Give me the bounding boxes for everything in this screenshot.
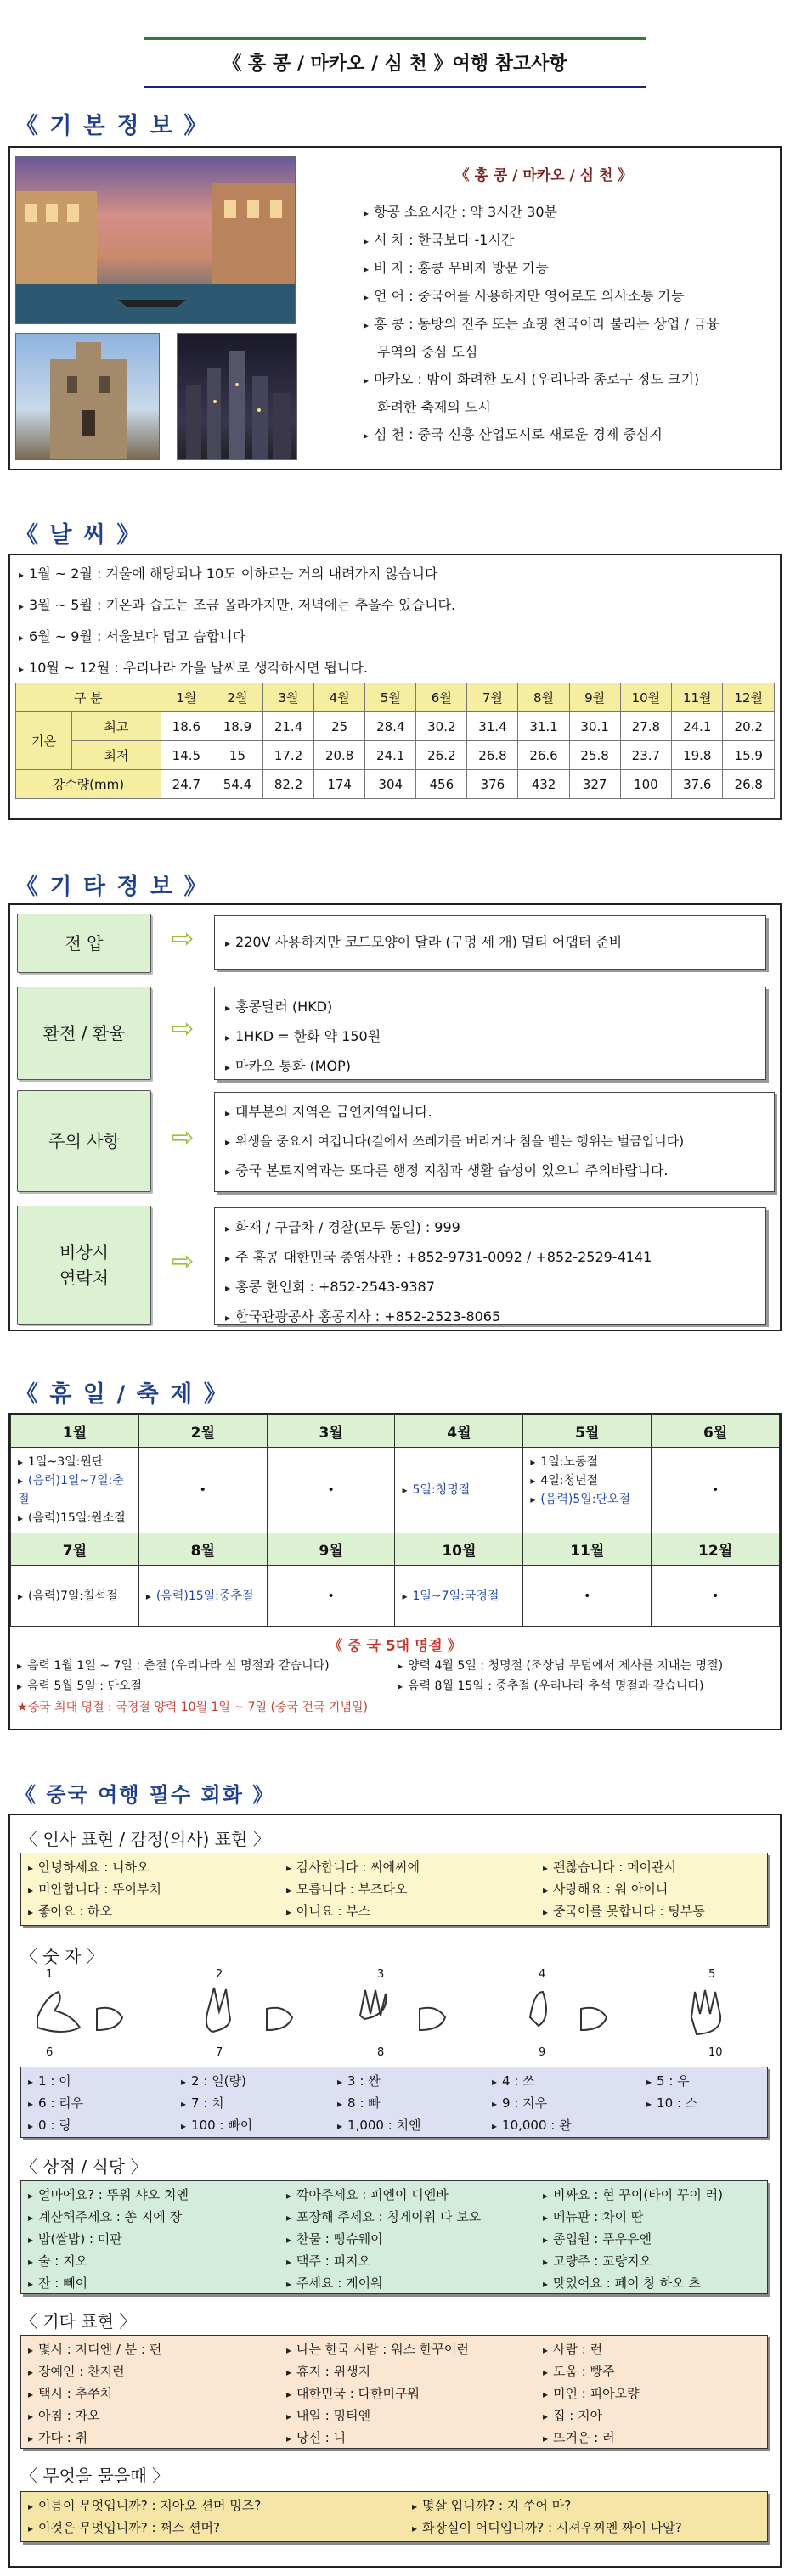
misc-caution-line: ▸ 대부분의 지역은 금연지역입니다. <box>225 1098 764 1128</box>
basic-info-box <box>8 146 782 470</box>
night-city-photo <box>177 333 297 460</box>
rain-value: 37.6 <box>672 770 723 799</box>
low-label: 최저 <box>72 741 161 770</box>
phrase: ▸ 휴지 : 위생지 <box>286 2361 469 2383</box>
phrases-box <box>8 1814 782 2568</box>
misc-exchange-box <box>214 987 766 1080</box>
rain-value: 54.4 <box>212 770 262 799</box>
phrase: ▸ 미인 : 피아오량 <box>543 2383 640 2405</box>
phrase: ▸ 6 : 리우 <box>28 2093 83 2115</box>
phrase: ▸ 사람 : 런 <box>543 2339 640 2361</box>
month-header: 3월 <box>263 683 314 712</box>
low-value: 26.6 <box>518 741 569 770</box>
holiday-item: ▸ (음력)5일:단오절 <box>530 1490 644 1509</box>
weather-low-row <box>16 741 775 770</box>
holiday-cell-sep: • <box>267 1566 395 1627</box>
misc-label-caution: 주의 사항 <box>17 1090 151 1192</box>
num-col <box>28 2071 83 2137</box>
rain-label: 강수량(mm) <box>16 770 161 799</box>
phrase: ▸ 괜찮습니다 : 메이관시 <box>543 1857 705 1879</box>
month-header: 7월 <box>467 683 518 712</box>
rain-value: 304 <box>365 770 416 799</box>
misc-emergency-line: ▸ 한국관광공사 홍콩지사 : +852-2523-8065 <box>225 1302 755 1332</box>
rain-value: 456 <box>416 770 467 799</box>
info-hongkong: ▸ 홍 콩 : 동방의 진주 또는 쇼핑 천국이라 불리는 상업 / 금융 <box>364 311 771 339</box>
high-value: 31.4 <box>467 712 518 741</box>
phrase: ▸ 4 : 쓰 <box>492 2071 572 2093</box>
phrase: ▸ 8 : 빠 <box>337 2093 421 2115</box>
section-holiday-heading: 《 휴 일 / 축 제 》 <box>15 1381 229 1408</box>
holiday-table <box>10 1415 780 1627</box>
phrase: ▸ 밥(쌀밥) : 미판 <box>28 2229 189 2251</box>
holiday-cell-aug <box>138 1566 267 1627</box>
holiday-item: ▸ (음력)15일:원소절 <box>18 1509 132 1527</box>
high-value: 30.1 <box>569 712 620 741</box>
phrase: ▸ 당신 : 니 <box>286 2427 469 2449</box>
hand-number: 10 <box>708 2046 723 2059</box>
holiday-cell-jan <box>11 1448 139 1533</box>
high-value: 28.4 <box>365 712 416 741</box>
shop-box <box>20 2180 768 2294</box>
misc-label-emergency: 비상시 연락처 <box>17 1206 151 1325</box>
hand-number: 3 <box>377 1968 385 1981</box>
rain-value: 376 <box>467 770 518 799</box>
arrow-icon: ⇨ <box>171 922 195 954</box>
holiday-item: ▸ (음력)7일:칠석절 <box>18 1587 132 1606</box>
phrase: ▸ 내일 : 밍티엔 <box>286 2405 469 2427</box>
basic-heading: 《 홍 콩 / 마카오 / 심 천 》 <box>454 167 633 184</box>
hand-number: 8 <box>377 2046 385 2059</box>
info-language: ▸ 언 어 : 중국어를 사용하지만 영어로도 의사소통 가능 <box>364 283 771 311</box>
phrase: ▸ 10,000 : 완 <box>492 2115 572 2137</box>
greet-box <box>20 1853 768 1926</box>
misc-emergency-box <box>214 1207 766 1325</box>
weather-jan-feb: ▸ 1월 ~ 2월 : 겨울에 해당되나 10도 이하로는 거의 내려가지 않습니다 <box>19 559 766 590</box>
misc-box <box>8 903 782 1331</box>
shop-col <box>286 2185 481 2295</box>
phrase: ▸ 2 : 얼(량) <box>181 2071 252 2093</box>
holiday-month-row <box>11 1533 780 1566</box>
etc-col <box>28 2339 161 2449</box>
holiday-note: ▸ 음력 8월 15일 : 중추절 (우리나라 추석 명절과 같습니다) <box>398 1676 778 1696</box>
phrase: ▸ 장예인 : 찬지런 <box>28 2361 161 2383</box>
holiday-month: 4월 <box>395 1415 523 1448</box>
phrase: ▸ 나는 한국 사람 : 워스 한꾸어런 <box>286 2339 469 2361</box>
month-header: 11월 <box>672 683 723 712</box>
title-top-rule <box>144 37 646 40</box>
weather-rain-row <box>16 770 775 799</box>
holiday-month: 8월 <box>138 1533 267 1566</box>
low-value: 26.2 <box>416 741 467 770</box>
hand-number: 4 <box>539 1968 546 1981</box>
info-shenzhen: ▸ 심 천 : 중국 신흥 산업도시로 새로운 경제 중심지 <box>364 421 771 449</box>
high-value: 27.8 <box>620 712 671 741</box>
num-col <box>646 2071 697 2115</box>
high-value: 30.2 <box>416 712 467 741</box>
month-header: 6월 <box>416 683 467 712</box>
phrase: ▸ 아침 : 자오 <box>28 2405 161 2427</box>
info-hongkong-cont: 무역의 중심 도심 <box>377 344 478 360</box>
phrase: ▸ 술 : 지오 <box>28 2251 189 2273</box>
phrase: ▸ 중국어를 못합니다 : 팅부동 <box>543 1901 705 1923</box>
holiday-cell-jul <box>11 1566 139 1627</box>
hand-number: 1 <box>46 1968 54 1981</box>
phrase: ▸ 감사합니다 : 씨에씨에 <box>286 1857 420 1879</box>
greet-col <box>28 1857 161 1923</box>
phrase: ▸ 종업원 : 푸우유엔 <box>543 2229 723 2251</box>
ask-col <box>28 2495 261 2539</box>
info-macau-cont: 화려한 축제의 도시 <box>377 399 491 415</box>
holiday-note: ▸ 양력 4월 5일 : 청명절 (조상님 무덤에서 제사를 지내는 명절) <box>398 1656 778 1676</box>
phrase: ▸ 화장실이 어디입니까? : 시셔우찌엔 짜이 나알? <box>412 2517 682 2539</box>
info-flight: ▸ 항공 소요시간 : 약 3시간 30분 <box>364 199 771 227</box>
misc-exchange-line: ▸ 마카오 통화 (MOP) <box>225 1052 755 1082</box>
month-header: 12월 <box>723 683 775 712</box>
misc-voltage-line: ▸ 220V 사용하지만 코드모양이 달라 (구멍 세 개) 멀티 어댑터 준비 <box>225 928 755 958</box>
ask-box <box>20 2491 768 2542</box>
etc-col <box>543 2339 640 2449</box>
holiday-note-title: 《 중 국 5대 명절 》 <box>328 1638 462 1655</box>
basic-info-list <box>364 199 771 449</box>
num-col <box>181 2071 252 2137</box>
phrase: ▸ 1,000 : 치엔 <box>337 2115 421 2137</box>
holiday-cell-feb: • <box>138 1448 267 1533</box>
phrase: ▸ 찬물 : 삥슈웨이 <box>286 2229 481 2251</box>
phrase: ▸ 미안합니다 : 뚜이부치 <box>28 1879 161 1901</box>
phrase: ▸ 깍아주세요 : 피엔이 디엔바 <box>286 2185 481 2207</box>
high-value: 31.1 <box>518 712 569 741</box>
section-misc-heading: 《 기 타 정 보 》 <box>15 874 209 900</box>
low-value: 24.1 <box>365 741 416 770</box>
holiday-item: ▸ 1일:노동절 <box>530 1453 644 1471</box>
rain-value: 174 <box>314 770 365 799</box>
shop-col <box>28 2185 189 2295</box>
night-city-illustration <box>178 334 297 460</box>
phrase: ▸ 7 : 치 <box>181 2093 252 2115</box>
phrase: ▸ 잔 : 뻬이 <box>28 2273 189 2295</box>
holiday-item: ▸ 4일:청년절 <box>530 1471 644 1490</box>
phrase: ▸ 뜨거운 : 러 <box>543 2427 640 2449</box>
weather-table <box>15 683 775 799</box>
ruins-illustration <box>16 334 160 460</box>
holiday-content-row <box>11 1448 780 1533</box>
holiday-cell-may <box>523 1448 652 1533</box>
phrase: ▸ 5 : 우 <box>646 2071 697 2093</box>
misc-caution-line: ▸ 중국 본토지역과는 또다른 행정 지침과 생활 습성이 있으니 주의바랍니다. <box>225 1156 764 1186</box>
holiday-cell-dec: • <box>652 1566 780 1627</box>
phrase: ▸ 메뉴판 : 차이 딴 <box>543 2207 723 2229</box>
low-value: 19.8 <box>672 741 723 770</box>
hand-number: 9 <box>539 2046 546 2059</box>
greet-title: 〈 인사 표현 / 감정(의사) 표현 〉 <box>20 1829 270 1849</box>
phrase: ▸ 모릅니다 : 부즈다오 <box>286 1879 420 1901</box>
holiday-month: 3월 <box>267 1415 395 1448</box>
holiday-item: ▸ (음력)15일:중추절 <box>146 1587 260 1606</box>
shop-col <box>543 2185 723 2295</box>
hand-sign-icon <box>20 1983 768 2043</box>
phrase: ▸ 안녕하세요 : 니하오 <box>28 1857 161 1879</box>
phrase: ▸ 비싸요 : 현 꾸이(타이 꾸이 러) <box>543 2185 723 2207</box>
info-timezone: ▸ 시 차 : 한국보다 -1시간 <box>364 227 771 255</box>
low-value: 14.5 <box>161 741 212 770</box>
misc-label-voltage: 전 압 <box>17 914 151 973</box>
phrase: ▸ 맥주 : 피지오 <box>286 2251 481 2273</box>
etc-col <box>286 2339 469 2449</box>
weather-high-row <box>16 712 775 741</box>
info-macau: ▸ 마카오 : 밤이 화려한 도시 (우리나라 종로구 정도 크기) <box>364 366 771 394</box>
holiday-star-note: ★중국 최대 명절 : 국경절 양력 10월 1일 ~ 7일 (중국 건국 기념일) <box>17 1701 368 1714</box>
low-value: 20.8 <box>314 741 365 770</box>
misc-emergency-line: ▸ 화재 / 구급차 / 경찰(모두 동일) : 999 <box>225 1213 755 1243</box>
misc-caution-box <box>214 1092 775 1192</box>
phrase: ▸ 대한민국 : 다한미구워 <box>286 2383 469 2405</box>
greet-col <box>543 1857 705 1923</box>
high-value: 24.1 <box>672 712 723 741</box>
weather-lines <box>19 559 766 684</box>
temp-label: 기온 <box>16 712 72 770</box>
num-box <box>20 2067 768 2138</box>
venetian-illustration <box>16 157 296 324</box>
num-title: 〈 숫 자 〉 <box>20 1946 104 1966</box>
high-value: 25 <box>314 712 365 741</box>
weather-table-corner: 구 분 <box>16 683 161 712</box>
arrow-icon: ⇨ <box>171 1245 195 1277</box>
phrase: ▸ 0 : 링 <box>28 2115 83 2137</box>
low-value: 15 <box>212 741 262 770</box>
holiday-cell-nov: • <box>523 1566 652 1627</box>
page-title-block <box>144 37 646 88</box>
weather-mar-may: ▸ 3월 ~ 5월 : 기온과 습도는 조금 올라가지만, 저녁에는 추울수 있습니다. <box>19 590 766 622</box>
holiday-month: 12월 <box>652 1533 780 1566</box>
phrase: ▸ 얼마에요? : 뚜워 샤오 치엔 <box>28 2185 189 2207</box>
holiday-note: ▸ 음력 5월 5일 : 단오절 <box>17 1676 391 1696</box>
hand-number: 7 <box>216 2046 223 2059</box>
phrase: ▸ 이것은 무엇입니까? : 쩌스 션머? <box>28 2517 261 2539</box>
rain-value: 26.8 <box>723 770 775 799</box>
shop-title: 〈 상점 / 식당 〉 <box>20 2157 148 2177</box>
holiday-month-row <box>11 1415 780 1448</box>
holiday-content-row <box>11 1566 780 1627</box>
phrase: ▸ 가다 : 취 <box>28 2427 161 2449</box>
etc-title: 〈 기타 표현 〉 <box>20 2311 137 2331</box>
arrow-icon: ⇨ <box>171 1012 195 1044</box>
holiday-month: 11월 <box>523 1533 652 1566</box>
weather-table-header <box>16 683 775 712</box>
phrase: ▸ 1 : 이 <box>28 2071 83 2093</box>
rain-value: 24.7 <box>161 770 212 799</box>
phrase: ▸ 택시 : 추쭈처 <box>28 2383 161 2405</box>
holiday-item: ▸ 1일~7일:국경절 <box>402 1587 516 1606</box>
misc-emergency-line: ▸ 주 홍콩 대한민국 총영사관 : +852-9731-0092 / +852-2529-4141 <box>225 1243 755 1273</box>
hand-number: 6 <box>46 2046 54 2059</box>
phrase: ▸ 주세요 : 게이워 <box>286 2273 481 2295</box>
month-header: 1월 <box>161 683 212 712</box>
page-title: 《 홍 콩 / 마카오 / 심 천 》여행 참고사항 <box>223 53 567 75</box>
phrase: ▸ 집 : 지아 <box>543 2405 640 2427</box>
holiday-note: ▸ 음력 1월 1일 ~ 7일 : 춘절 (우리나라 설 명절과 같습니다) <box>17 1656 391 1676</box>
holiday-box <box>8 1413 782 1730</box>
rain-value: 432 <box>518 770 569 799</box>
section-basic-heading: 《 기 본 정 보 》 <box>15 113 209 139</box>
ruins-photo <box>15 333 160 460</box>
phrase: ▸ 이름이 무엇입니까? : 지아오 션머 밍즈? <box>28 2495 261 2517</box>
weather-oct-dec: ▸ 10월 ~ 12월 : 우리나라 가을 날씨로 생각하시면 됩니다. <box>19 653 766 684</box>
hand-number: 5 <box>708 1968 716 1981</box>
misc-exchange-line: ▸ 홍콩달러 (HKD) <box>225 993 755 1022</box>
holiday-month: 10월 <box>395 1533 523 1566</box>
misc-voltage-box <box>214 915 766 970</box>
num-col <box>492 2071 572 2137</box>
weather-jun-sep: ▸ 6월 ~ 9월 : 서울보다 덥고 습합니다 <box>19 622 766 653</box>
holiday-notes-right <box>398 1656 778 1696</box>
misc-label-exchange: 환전 / 환율 <box>17 987 151 1080</box>
phrase: ▸ 9 : 지우 <box>492 2093 572 2115</box>
rain-value: 327 <box>569 770 620 799</box>
phrase: ▸ 10 : 스 <box>646 2093 697 2115</box>
phrase: ▸ 몇시 : 지디엔 / 분 : 펀 <box>28 2339 161 2361</box>
arrow-icon: ⇨ <box>171 1121 195 1153</box>
holiday-notes-left <box>17 1656 391 1696</box>
title-bottom-rule <box>144 86 646 88</box>
holiday-month: 7월 <box>11 1533 139 1566</box>
phrase: ▸ 도움 : 빵주 <box>543 2361 640 2383</box>
phrase: ▸ 고량주 : 꼬량지오 <box>543 2251 723 2273</box>
phrase: ▸ 사랑해요 : 워 아이니 <box>543 1879 705 1901</box>
ask-title: 〈 무엇을 물을때 〉 <box>20 2466 169 2486</box>
low-value: 25.8 <box>569 741 620 770</box>
month-header: 5월 <box>365 683 416 712</box>
section-phrases-heading: 《 중국 여행 필수 회화 》 <box>15 1783 275 1807</box>
section-weather-heading: 《 날 씨 》 <box>15 522 142 548</box>
holiday-cell-oct <box>395 1566 523 1627</box>
misc-caution-line: ▸ 위생을 중요시 여깁니다(길에서 쓰레기를 버리거나 침을 뱉는 행위는 벌금입니다) <box>225 1128 764 1156</box>
holiday-cell-apr <box>395 1448 523 1533</box>
misc-emergency-line: ▸ 홍콩 한인회 : +852-2543-9387 <box>225 1273 755 1302</box>
month-header: 9월 <box>569 683 620 712</box>
rain-value: 100 <box>620 770 671 799</box>
phrase: ▸ 좋아요 : 하오 <box>28 1901 161 1923</box>
high-value: 20.2 <box>723 712 775 741</box>
holiday-month: 6월 <box>652 1415 780 1448</box>
phrase: ▸ 포장해 주세요 : 칭게이워 다 보오 <box>286 2207 481 2229</box>
holiday-item: ▸ 5일:청명절 <box>402 1481 516 1499</box>
holiday-item: ▸ 1일~3일:원단 <box>18 1453 132 1471</box>
phrase: ▸ 3 : 싼 <box>337 2071 421 2093</box>
holiday-month: 5월 <box>523 1415 652 1448</box>
low-value: 23.7 <box>620 741 671 770</box>
holiday-cell-jun: • <box>652 1448 780 1533</box>
high-label: 최고 <box>72 712 161 741</box>
holiday-month: 2월 <box>138 1415 267 1448</box>
low-value: 26.8 <box>467 741 518 770</box>
high-value: 21.4 <box>263 712 314 741</box>
hand-signs <box>20 1968 768 2061</box>
phrase: ▸ 100 : 빠이 <box>181 2115 252 2137</box>
etc-box <box>20 2335 768 2449</box>
month-header: 2월 <box>212 683 262 712</box>
hand-number: 2 <box>216 1968 223 1981</box>
misc-exchange-line: ▸ 1HKD = 한화 약 150원 <box>225 1022 755 1052</box>
greet-col <box>286 1857 420 1923</box>
phrase: ▸ 아니요 : 부스 <box>286 1901 420 1923</box>
month-header: 8월 <box>518 683 569 712</box>
high-value: 18.6 <box>161 712 212 741</box>
ask-col <box>412 2495 682 2539</box>
low-value: 15.9 <box>723 741 775 770</box>
rain-value: 82.2 <box>263 770 314 799</box>
weather-box <box>8 554 782 820</box>
low-value: 17.2 <box>263 741 314 770</box>
phrase: ▸ 계산해주세요 : 쏭 지에 장 <box>28 2207 189 2229</box>
month-header: 4월 <box>314 683 365 712</box>
holiday-item: ▸ (음력)1일~7일:춘절 <box>18 1471 132 1509</box>
phrase: ▸ 맛있어요 : 페이 창 하오 츠 <box>543 2273 723 2295</box>
num-col <box>337 2071 421 2137</box>
holiday-month: 9월 <box>267 1533 395 1566</box>
venetian-photo <box>15 156 296 324</box>
month-header: 10월 <box>620 683 671 712</box>
high-value: 18.9 <box>212 712 262 741</box>
holiday-cell-mar: • <box>267 1448 395 1533</box>
info-visa: ▸ 비 자 : 홍콩 무비자 방문 가능 <box>364 255 771 283</box>
holiday-month: 1월 <box>11 1415 139 1448</box>
phrase: ▸ 몇살 입니까? : 지 쑤어 마? <box>412 2495 682 2517</box>
